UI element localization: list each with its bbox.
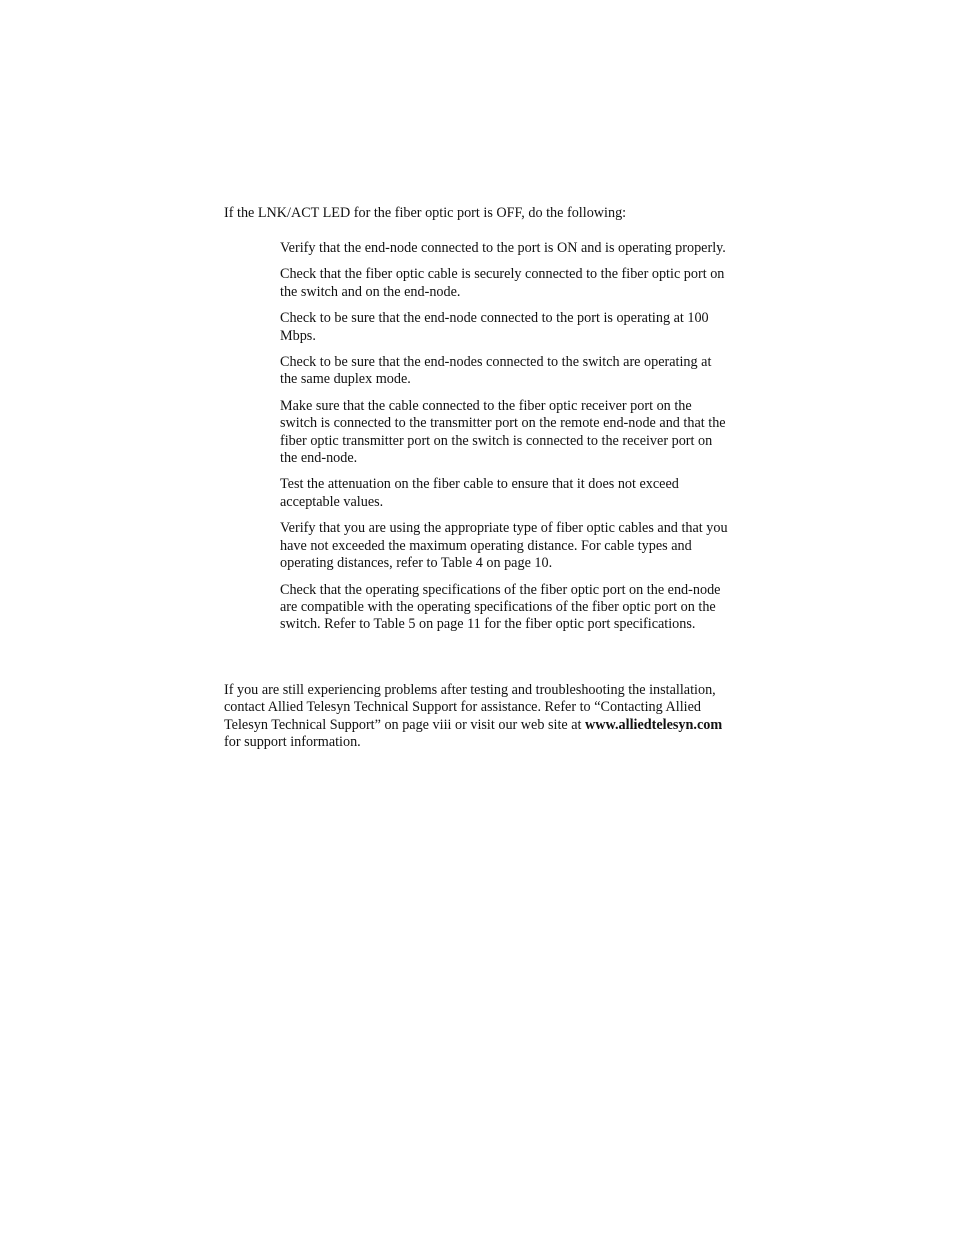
website-link: www.alliedtelesyn.com [585, 716, 723, 733]
closing-text-end: for support information. [224, 734, 361, 751]
step-item: Make sure that the cable connected to the fiber optic receiver port on the switch is connected to the transmitter port on the remote end-node and that the fiber optic transmitter port on the switch is connected to the receiver port on the end-node. [280, 397, 726, 467]
step-item: Verify that you are using the appropriate type of fiber optic cables and that you have not exceeded the maximum operating distance. For cable types and operating distances, refer to Table 4 on page 10. [280, 520, 728, 572]
step-item: Check that the fiber optic cable is securely connected to the fiber optic port on the switch and on the end-node. [280, 266, 725, 300]
troubleshooting-steps [280, 240, 732, 643]
step-item: Check to be sure that the end-nodes connected to the switch are operating at the same duplex mode. [280, 354, 712, 388]
step-item: Check that the operating specifications of the fiber optic port on the end-node are compatible with the operating specifications of the fiber optic port on the switch. Refer to Table 5 on page 11 for the fiber optic port specifications. [280, 581, 721, 633]
step-item: Test the attenuation on the fiber cable to ensure that it does not exceed acceptable values. [280, 476, 679, 510]
step-item: Check to be sure that the end-node connected to the port is operating at 100 Mbps. [280, 310, 709, 344]
step-item: Verify that the end-node connected to the port is ON and is operating properly. [280, 240, 726, 256]
closing-text: If you are still experiencing problems after testing and troubleshooting the installation, contact Allied Telesyn Technical Support for assistance. Refer to “Contacting Allied Telesyn Technical Support” on page viii or visit our web site at [224, 682, 716, 733]
closing-paragraph [224, 682, 734, 752]
intro-paragraph: If the LNK/ACT LED for the fiber optic port is OFF, do the following: [224, 205, 627, 221]
